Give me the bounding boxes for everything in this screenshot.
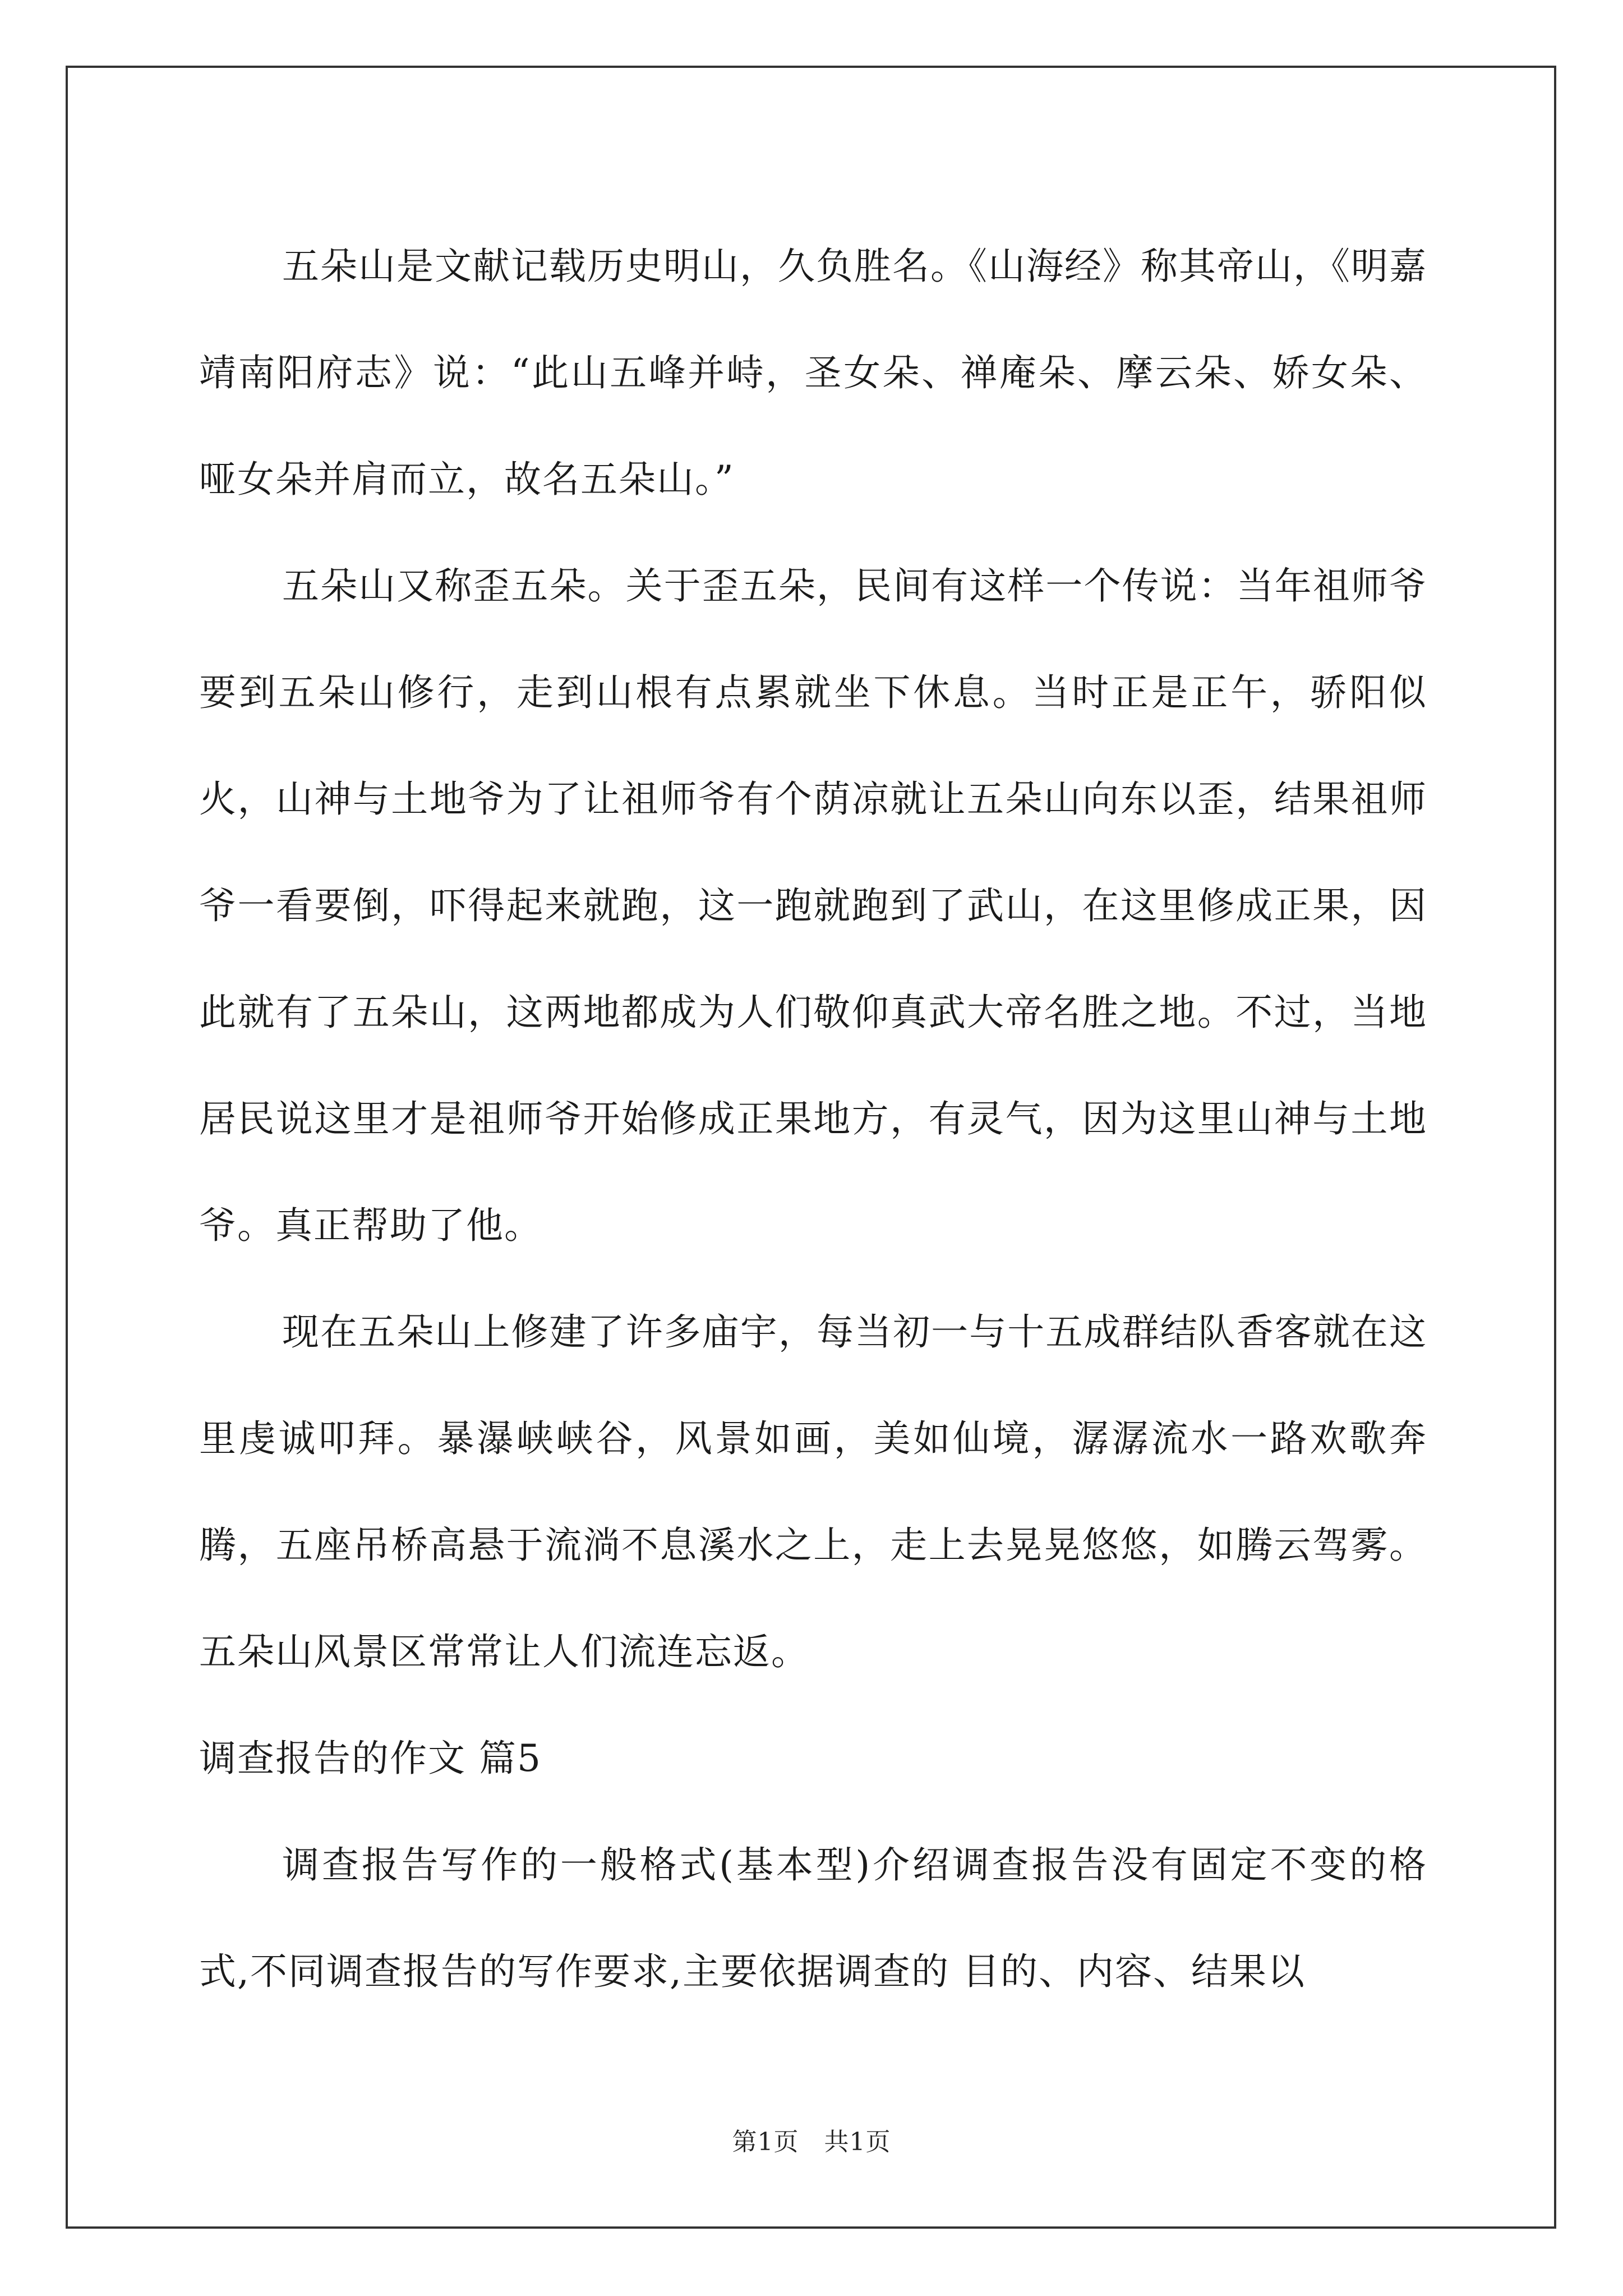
paragraph-temples: 现在五朵山上修建了许多庙宇，每当初一与十五成群结队香客就在这里虔诚叩拜。暴瀑峡峡谷，风景如画，美如仙境，潺潺流水一路欢歌奔腾，五座吊桥高悬于流淌不息溪水之上，走上去晃晃悠悠，如腾云驾雾。五朵山风景区常常让人们流连忘返。 bbox=[199, 1310, 1427, 1673]
paragraph-report-format: 调查报告写作的一般格式(基本型)介绍调查报告没有固定不变的格式,不同调查报告的写作要求,主要依据调查的 目的、内容、结果以 bbox=[199, 1843, 1427, 1993]
paragraph-legend: 五朵山又称歪五朵。关于歪五朵，民间有这样一个传说：当年祖师爷要到五朵山修行，走到山根有点累就坐下休息。当时正是正午，骄阳似火，山神与土地爷为了让祖师爷有个荫凉就让五朵山向东以歪，结果祖师爷一看要倒，吓得起来就跑，这一跑就跑到了武山，在这里修成正果，因此就有了五朵山，这两地都成为人们敬仰真武大帝名胜之地。不过，当地居民说这里才是祖师爷开始修成正果地方，有灵气，因为这里山神与土地爷。真正帮助了他。 bbox=[199, 564, 1427, 1247]
document-body bbox=[199, 213, 1427, 2025]
page-footer: 第1页 共1页 bbox=[732, 2128, 891, 2156]
section-heading: 调查报告的作文 篇5 bbox=[199, 1737, 542, 1780]
paragraph-wuduoshan-intro: 五朵山是文献记载历史明山，久负胜名。《山海经》称其帝山，《明嘉靖南阳府志》说：“此山五峰并峙，圣女朵、禅庵朵、摩云朵、娇女朵、哑女朵并肩而立，故名五朵山。” bbox=[199, 245, 1427, 501]
